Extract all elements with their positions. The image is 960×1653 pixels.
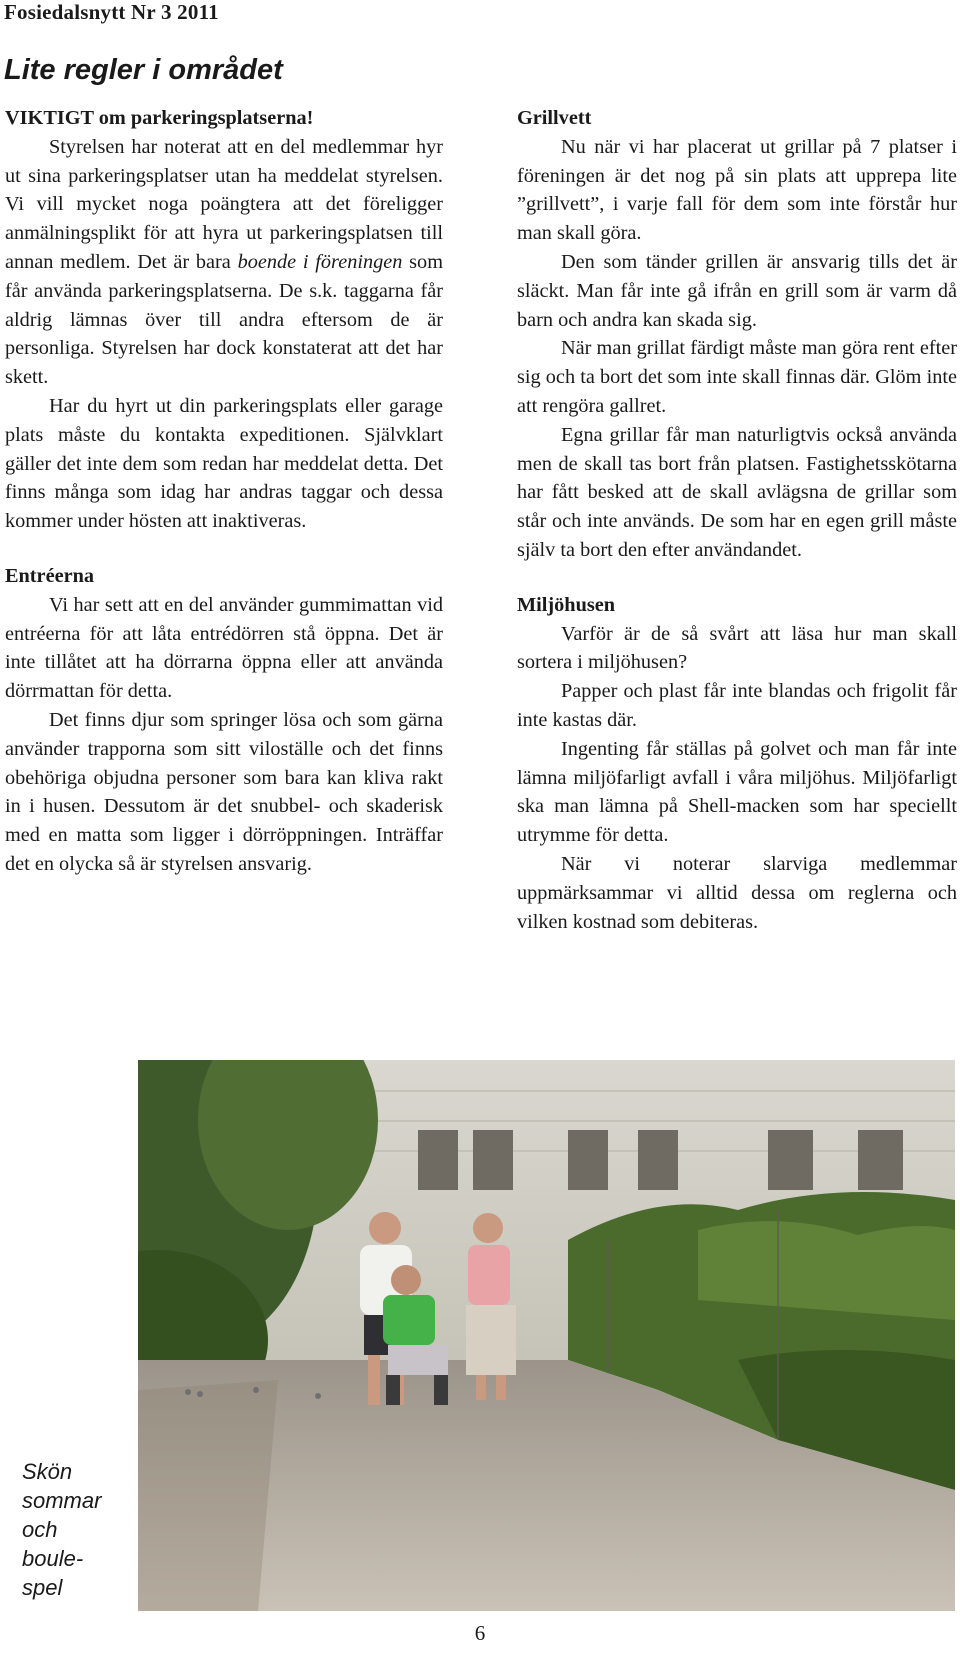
recycling-paragraph-3: Ingenting får ställas på golvet och man får inte lämna miljöfarligt avfall i våra miljöhus. Miljöfarligt ska man lämna på Shell-macken som har speciellt utrymme för detta. [517, 737, 957, 847]
caption-line: sommar [22, 1488, 102, 1513]
caption-line: Skön [22, 1459, 73, 1484]
parking-text-a: Styrelsen har noterat att en del medlemmar hyr ut sina parkeringsplatser utan ha meddelat styrelsen. Vi vill mycket noga poängtera att det föreligger anmälningsplikt för att hyra ut parkeringsplatsen till annan medlem. Det är bara [5, 135, 443, 273]
entrance-heading: Entréerna [5, 564, 94, 587]
parking-text-b: som får använda parkeringsplatserna. De s.k. taggarna får aldrig lämnas över till andra eftersom de är personliga. Styrelsen har dock konstaterat att det har skett. [5, 250, 443, 389]
recycling-section [517, 591, 957, 937]
photo-caption [2, 1449, 120, 1611]
parking-section [5, 104, 443, 536]
grill-paragraph-1: Nu när vi har placerat ut grillar på 7 platser i föreningen är det nog på sin plats att upprepa lite ”grillvett”, i varje fall för dem som inte förstår hur man skall göra. [517, 135, 957, 245]
grill-paragraph-2: Den som tänder grillen är ansvarig tills det är släckt. Man får inte gå ifrån en grill som är varm då barn och andra kan skada sig. [517, 250, 957, 331]
right-column [517, 104, 957, 936]
boule-photo [138, 1060, 955, 1611]
grill-section [517, 104, 957, 565]
page-number: 6 [474, 1621, 486, 1645]
recycling-paragraph-4: När vi noterar slarviga medlemmar uppmärksammar vi alltid dessa om reglerna och vilken kostnad som debiteras. [517, 852, 957, 933]
parking-text-emphasis: boende i föreningen [237, 250, 403, 273]
entrance-section [5, 562, 443, 879]
grill-paragraph-4: Egna grillar får man naturligtvis också använda men de skall tas bort från platsen. Fastighetsskötarna har fått besked att de skall avlägsna de grillar som står och inte används. De som har en egen grill måste själv ta bort den efter användandet. [517, 423, 957, 561]
recycling-paragraph-2: Papper och plast får inte blandas och frigolit får inte kastas där. [517, 680, 957, 731]
parking-paragraph-1 [5, 133, 443, 392]
caption-line: boule- [22, 1546, 84, 1571]
grill-heading: Grillvett [517, 107, 592, 129]
entrance-paragraph-1: Vi har sett att en del använder gummimattan vid entréerna för att låta entrédörren stå öppna. Det är inte tillåtet att ha dörrarna öppna eller att använda dörrmattan för detta. [5, 593, 443, 703]
recycling-paragraph-1: Varför är de så svårt att läsa hur man skall sortera i miljöhusen? [517, 622, 957, 674]
caption-line: spel [22, 1575, 63, 1600]
parking-heading: VIKTIGT om parkeringsplatserna! [5, 107, 314, 129]
entrance-paragraph-2: Det finns djur som springer lösa och som gärna använder trapporna som sitt viloställe och det finns obehöriga objudna personer som bara kan kliva rakt in i husen. Dessutom är det snubbel- och skaderisk med en matta som ligger i dörröppningen. Inträffar det en olycka så är styrelsen ansvarig. [5, 708, 443, 875]
page-title: Lite regler i området [4, 54, 283, 86]
left-column [5, 104, 443, 879]
grill-paragraph-3: När man grillat färdigt måste man göra rent efter sig och ta bort det som inte skall finnas där. Glöm inte att rengöra gallret. [517, 337, 957, 417]
caption-line: och [22, 1517, 58, 1542]
recycling-heading: Miljöhusen [517, 593, 616, 616]
parking-paragraph-2: Har du hyrt ut din parkeringsplats eller garage plats måste du kontakta expeditionen. Självklart gäller det inte dem som redan har meddelat detta. Det finns många som idag har andras taggar och dessa kommer under hösten att inaktiveras. [5, 394, 443, 533]
masthead: Fosiedalsnytt Nr 3 2011 [4, 0, 219, 24]
